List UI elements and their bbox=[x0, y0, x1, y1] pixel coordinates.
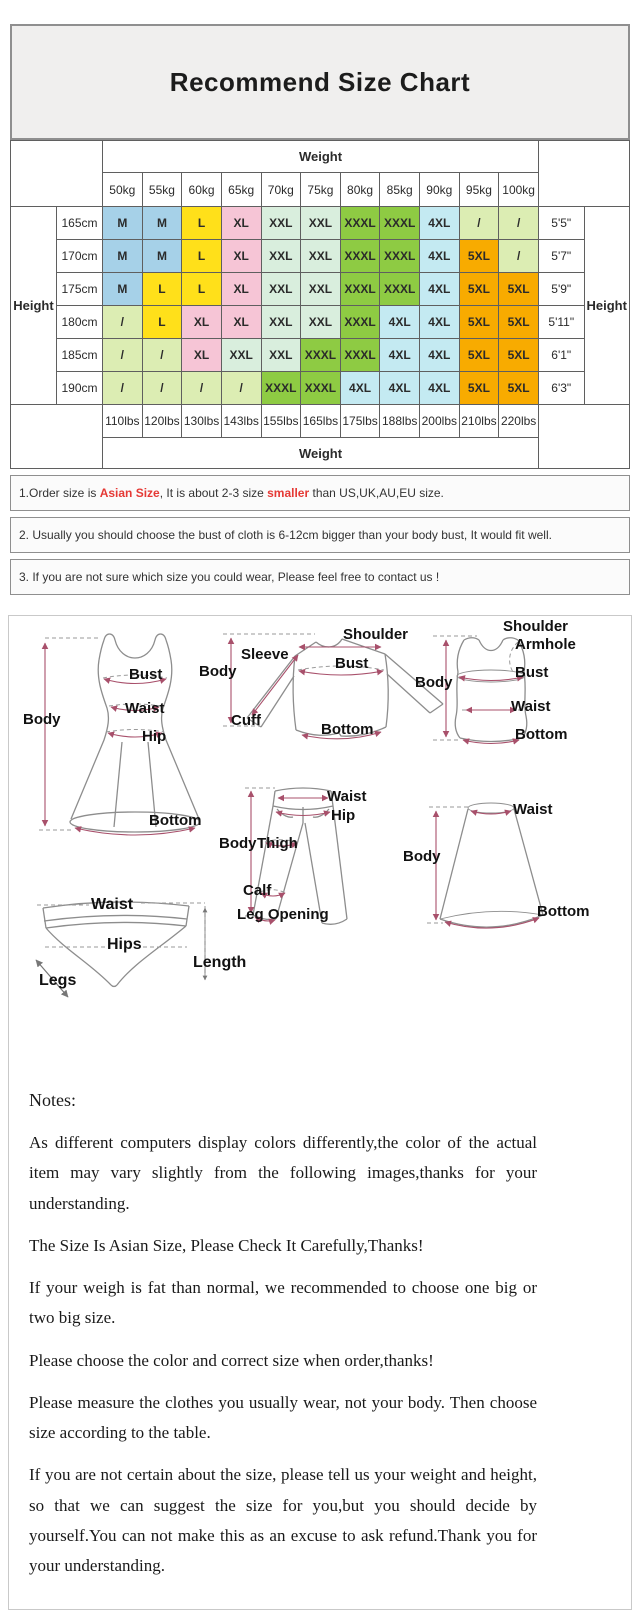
measurement-guide-section bbox=[8, 615, 632, 1610]
table-row bbox=[11, 141, 630, 173]
size-cell: XXL bbox=[301, 207, 341, 240]
size-cell: / bbox=[221, 372, 261, 405]
size-cell: 4XL bbox=[380, 306, 420, 339]
shirt-bust-label: Bust bbox=[335, 655, 369, 672]
table-row bbox=[11, 306, 630, 339]
shirt-shoulder-label: Shoulder bbox=[343, 626, 409, 643]
weight-lbs-cell: 155lbs bbox=[261, 405, 301, 438]
size-cell: 5XL bbox=[499, 306, 539, 339]
size-cell: 5XL bbox=[459, 240, 499, 273]
size-cell: / bbox=[499, 240, 539, 273]
shirt-sleeve-label: Sleeve bbox=[241, 646, 289, 663]
size-cell: 5XL bbox=[459, 339, 499, 372]
height-ft-cell: 5'11" bbox=[539, 306, 585, 339]
blank-corner-cell bbox=[11, 141, 103, 207]
order-note-2 bbox=[10, 517, 630, 553]
weight-lbs-cell: 220lbs bbox=[499, 405, 539, 438]
size-cell: L bbox=[142, 273, 182, 306]
size-cell: 5XL bbox=[459, 273, 499, 306]
weight-lbs-cell: 120lbs bbox=[142, 405, 182, 438]
order-note-2-text bbox=[19, 528, 552, 542]
weight-kg-cell: 80kg bbox=[340, 173, 380, 207]
vest-bottom-label: Bottom bbox=[515, 726, 568, 743]
size-cell: L bbox=[182, 240, 222, 273]
size-cell: XXXL bbox=[340, 273, 380, 306]
briefs-hips-label: Hips bbox=[107, 936, 142, 953]
size-cell: XL bbox=[182, 339, 222, 372]
weight-lbs-cell: 143lbs bbox=[221, 405, 261, 438]
size-cell: XXXL bbox=[340, 306, 380, 339]
size-cell: 5XL bbox=[499, 273, 539, 306]
size-cell: / bbox=[499, 207, 539, 240]
order-note-1 bbox=[10, 475, 630, 511]
note-text: 2. Usually you should choose the bust of cloth is 6-12cm bigger than your body bust, It would fit well. bbox=[19, 528, 552, 542]
weight-lbs-cell: 175lbs bbox=[340, 405, 380, 438]
size-cell: 4XL bbox=[420, 240, 460, 273]
size-cell: 4XL bbox=[420, 306, 460, 339]
size-cell: M bbox=[103, 207, 143, 240]
size-cell: XXXL bbox=[340, 339, 380, 372]
note-text: , It is about 2-3 size bbox=[159, 486, 268, 500]
height-cm-cell: 180cm bbox=[57, 306, 103, 339]
shirt-bottom-label: Bottom bbox=[321, 721, 374, 738]
pants-body-label: Body bbox=[219, 835, 257, 852]
size-cell: M bbox=[103, 240, 143, 273]
weight-kg-cell: 85kg bbox=[380, 173, 420, 207]
size-cell: XXXL bbox=[380, 240, 420, 273]
size-cell: XXL bbox=[261, 273, 301, 306]
weight-lbs-cell: 188lbs bbox=[380, 405, 420, 438]
table-row bbox=[11, 207, 630, 240]
size-cell: XL bbox=[221, 306, 261, 339]
blank-corner-cell bbox=[539, 405, 630, 469]
pants-calf-label: Calf bbox=[243, 882, 272, 899]
notes-text-block bbox=[9, 1074, 631, 1609]
size-cell: XXL bbox=[261, 240, 301, 273]
size-cell: 4XL bbox=[380, 339, 420, 372]
size-cell: 4XL bbox=[420, 339, 460, 372]
height-ft-cell: 6'1" bbox=[539, 339, 585, 372]
note-text: 1.Order size is bbox=[19, 486, 100, 500]
size-cell: XXL bbox=[301, 240, 341, 273]
size-guide-page bbox=[0, 24, 640, 1610]
pants-hip-label: Hip bbox=[331, 807, 356, 824]
notes-paragraph: Please choose the color and correct size when order,thanks! bbox=[29, 1350, 434, 1370]
briefs-waist-label: Waist bbox=[91, 896, 134, 913]
weight-kg-cell: 65kg bbox=[221, 173, 261, 207]
size-cell: 5XL bbox=[499, 372, 539, 405]
weight-kg-cell: 75kg bbox=[301, 173, 341, 207]
size-cell: XXL bbox=[261, 306, 301, 339]
vest-bust-label: Bust bbox=[515, 664, 549, 681]
height-ft-cell: 6'3" bbox=[539, 372, 585, 405]
size-cell: M bbox=[142, 207, 182, 240]
size-cell: / bbox=[182, 372, 222, 405]
weight-kg-cell: 95kg bbox=[459, 173, 499, 207]
shirt-cuff-label: Cuff bbox=[231, 712, 261, 729]
briefs-legs-label: Legs bbox=[39, 972, 77, 989]
garment-outlines bbox=[43, 634, 543, 987]
height-cm-cell: 165cm bbox=[57, 207, 103, 240]
size-cell: XXXL bbox=[340, 240, 380, 273]
weight-kg-cell: 100kg bbox=[499, 173, 539, 207]
order-note-1-text bbox=[19, 486, 444, 500]
size-cell: / bbox=[103, 306, 143, 339]
notes-paragraph: The Size Is Asian Size, Please Check It Carefully,Thanks! bbox=[29, 1235, 424, 1255]
weight-kg-cell: 70kg bbox=[261, 173, 301, 207]
size-cell: XXL bbox=[221, 339, 261, 372]
order-note-3 bbox=[10, 559, 630, 595]
table-row bbox=[11, 173, 630, 207]
size-cell: M bbox=[103, 273, 143, 306]
size-chart-title-box bbox=[10, 24, 630, 140]
weight-header-top-cell: Weight bbox=[103, 141, 539, 173]
size-cell: 5XL bbox=[459, 306, 499, 339]
table-row bbox=[11, 405, 630, 438]
skirt-bottom-label: Bottom bbox=[537, 903, 590, 920]
size-cell: 4XL bbox=[380, 372, 420, 405]
dress-hip-label: Hip bbox=[142, 728, 167, 745]
size-cell: XXXL bbox=[301, 339, 341, 372]
weight-lbs-cell: 110lbs bbox=[103, 405, 143, 438]
height-header-right-cell: Height bbox=[584, 207, 630, 405]
height-ft-cell: 5'7" bbox=[539, 240, 585, 273]
size-cell: XXXL bbox=[380, 273, 420, 306]
notes-paragraph: Please measure the clothes you usually wear, not your body. Then choose size according to the table. bbox=[29, 1392, 537, 1443]
pants-leg-opening-label: Leg Opening bbox=[237, 906, 329, 923]
size-cell: XXXL bbox=[261, 372, 301, 405]
shirt-body-label: Body bbox=[199, 663, 237, 680]
height-cm-cell: 190cm bbox=[57, 372, 103, 405]
size-cell: 4XL bbox=[340, 372, 380, 405]
size-cell: XXL bbox=[301, 306, 341, 339]
dress-waist-label: Waist bbox=[125, 700, 165, 717]
size-cell: XXXL bbox=[301, 372, 341, 405]
size-cell: 5XL bbox=[459, 372, 499, 405]
height-header-left-cell: Height bbox=[11, 207, 57, 405]
size-cell: XXL bbox=[301, 273, 341, 306]
size-cell: XXXL bbox=[340, 207, 380, 240]
size-cell: / bbox=[103, 339, 143, 372]
notes-paragraph: If your weigh is fat than normal, we recommended to choose one big or two big size. bbox=[29, 1278, 537, 1328]
skirt-waist-label: Waist bbox=[513, 801, 553, 818]
size-cell: L bbox=[142, 306, 182, 339]
pants-waist-label: Waist bbox=[327, 788, 367, 805]
weight-header-bottom-cell: Weight bbox=[103, 438, 539, 469]
note-text: 3. If you are not sure which size you could wear, Please feel free to contact us ! bbox=[19, 570, 440, 584]
height-cm-cell: 185cm bbox=[57, 339, 103, 372]
weight-kg-cell: 50kg bbox=[103, 173, 143, 207]
height-cm-cell: 170cm bbox=[57, 240, 103, 273]
size-chart-table bbox=[10, 140, 630, 469]
table-row bbox=[11, 372, 630, 405]
vest-armhole-label: Armhole bbox=[515, 636, 576, 653]
dress-body-label: Body bbox=[23, 711, 61, 728]
skirt-body-label: Body bbox=[403, 848, 441, 865]
size-cell: L bbox=[182, 273, 222, 306]
dress-bust-label: Bust bbox=[129, 666, 163, 683]
blank-corner-cell bbox=[539, 141, 630, 207]
size-cell: 4XL bbox=[420, 372, 460, 405]
size-cell: 5XL bbox=[499, 339, 539, 372]
note-text: than US,UK,AU,EU size. bbox=[309, 486, 444, 500]
height-cm-cell: 175cm bbox=[57, 273, 103, 306]
size-chart-section bbox=[10, 24, 630, 595]
vest-body-label: Body bbox=[415, 674, 453, 691]
vest-shoulder-label: Shoulder bbox=[503, 618, 569, 635]
weight-kg-cell: 60kg bbox=[182, 173, 222, 207]
pants-thigh-label: Thigh bbox=[257, 835, 298, 852]
size-cell: XL bbox=[221, 207, 261, 240]
weight-kg-cell: 55kg bbox=[142, 173, 182, 207]
table-row bbox=[11, 273, 630, 306]
size-cell: M bbox=[142, 240, 182, 273]
garment-diagrams bbox=[9, 616, 633, 1074]
weight-lbs-cell: 200lbs bbox=[420, 405, 460, 438]
size-cell: L bbox=[182, 207, 222, 240]
size-cell: XXL bbox=[261, 207, 301, 240]
table-row bbox=[11, 339, 630, 372]
table-row bbox=[11, 438, 630, 469]
size-chart-title: Recommend Size Chart bbox=[169, 66, 471, 97]
size-cell: XXXL bbox=[380, 207, 420, 240]
notes-paragraph: As different computers display colors differently,the color of the actual item may vary slightly from the following images,thanks for your understanding. bbox=[29, 1133, 537, 1213]
weight-lbs-cell: 210lbs bbox=[459, 405, 499, 438]
vest-waist-label: Waist bbox=[511, 698, 551, 715]
size-cell: 4XL bbox=[420, 207, 460, 240]
highlighted-text: Asian Size bbox=[99, 486, 160, 500]
height-ft-cell: 5'9" bbox=[539, 273, 585, 306]
blank-corner-cell bbox=[11, 405, 103, 469]
size-cell: XL bbox=[182, 306, 222, 339]
size-cell: / bbox=[142, 372, 182, 405]
height-ft-cell: 5'5" bbox=[539, 207, 585, 240]
size-cell: / bbox=[142, 339, 182, 372]
size-cell: XL bbox=[221, 273, 261, 306]
notes-paragraph: If you are not certain about the size, please tell us your weight and height, so that we can suggest the size for you,but you should decide by yourself.You can not make this as an excuse to ask refund.Thank you for your understanding. bbox=[29, 1465, 537, 1576]
weight-lbs-cell: 165lbs bbox=[301, 405, 341, 438]
measure-arrows bbox=[45, 638, 539, 928]
size-cell: 4XL bbox=[420, 273, 460, 306]
weight-kg-cell: 90kg bbox=[420, 173, 460, 207]
highlighted-text: smaller bbox=[267, 486, 310, 500]
size-cell: XL bbox=[221, 240, 261, 273]
order-note-3-text bbox=[19, 570, 439, 584]
briefs-length-label: Length bbox=[193, 954, 247, 971]
garment-diagrams-svg bbox=[9, 616, 633, 1074]
size-cell: / bbox=[103, 372, 143, 405]
notes-heading: Notes: bbox=[29, 1090, 76, 1110]
weight-lbs-cell: 130lbs bbox=[182, 405, 222, 438]
size-cell: XXL bbox=[261, 339, 301, 372]
size-cell: / bbox=[459, 207, 499, 240]
table-row bbox=[11, 240, 630, 273]
dress-bottom-label: Bottom bbox=[149, 812, 202, 829]
